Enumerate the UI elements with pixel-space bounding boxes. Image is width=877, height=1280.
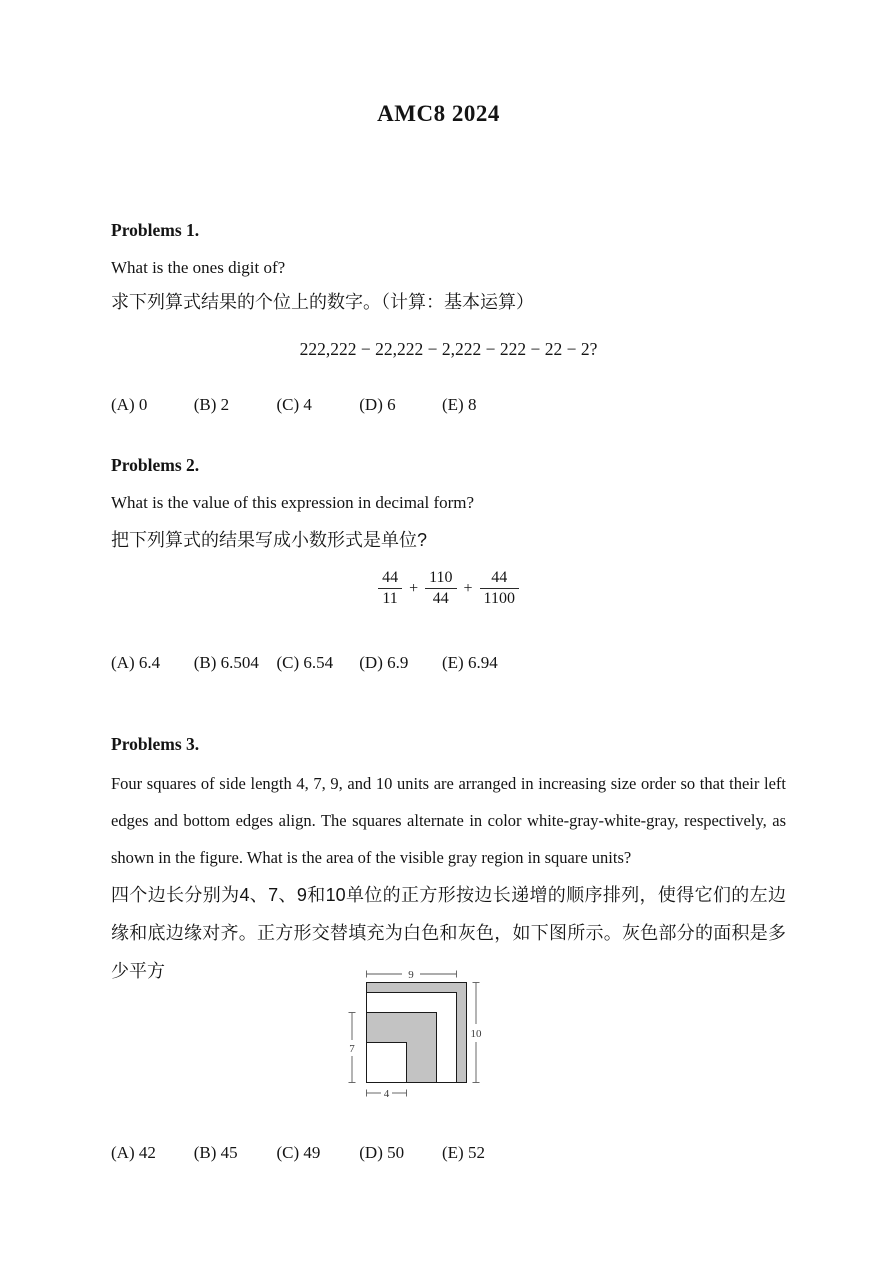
plus-operator: + — [463, 579, 473, 597]
choice-e: (E) 52 — [442, 1143, 485, 1162]
problem-2-expression — [111, 566, 786, 609]
fraction-1-denominator: 11 — [382, 590, 398, 608]
choice-d: (D) 50 — [359, 1143, 405, 1162]
dim-label-right: 10 — [470, 1028, 482, 1040]
fraction-3 — [480, 569, 519, 609]
fraction-2-denominator: 44 — [432, 590, 449, 608]
plus-operator: + — [409, 579, 419, 597]
choice-a: (A) 6.4 — [111, 653, 161, 672]
problem-1-question-zh: 求下列算式结果的个位上的数字。（计算：基本运算） — [111, 292, 534, 312]
problem-2-heading: Problems 2. — [111, 455, 200, 475]
fraction-1 — [378, 569, 402, 609]
choice-c: (C) 4 — [276, 395, 312, 414]
choice-b: (B) 6.504 — [193, 653, 259, 672]
dim-label-bottom: 4 — [383, 1088, 390, 1100]
problem-1-choices — [111, 395, 786, 415]
problem-3-question-en: Four squares of side length 4, 7, 9, and 10 units are arranged in increasing size order so that their left edges and bottom edges align. The squares alternate in color white-gray-white-gray, respectively, as shown in the figure. What is the area of the visible gray region in square units? — [111, 774, 786, 867]
choice-d: (D) 6 — [359, 395, 396, 414]
square-4-white — [367, 1043, 407, 1083]
nested-squares-diagram — [338, 966, 506, 1116]
problem-1-question-en: What is the ones digit of? — [111, 258, 286, 277]
problem-3-choices — [111, 1143, 786, 1163]
choice-d: (D) 6.9 — [359, 653, 409, 672]
problem-2-question-en: What is the value of this expression in decimal form? — [111, 493, 475, 512]
choice-c: (C) 6.54 — [276, 653, 334, 672]
choice-e: (E) 8 — [442, 395, 477, 414]
page-title: AMC8 2024 — [377, 101, 500, 126]
problem-3-heading: Problems 3. — [111, 734, 200, 754]
fraction-3-numerator: 44 — [480, 569, 519, 589]
fraction-2-numerator: 110 — [425, 569, 456, 589]
problem-3-question-zh: 四个边长分别为4、7、9和10单位的正方形按边长递增的顺序排列，使得它们的左边缘和底边缘对齐。正方形交替填充为白色和灰色，如下图所示。灰色部分的面积是多少平方 — [111, 885, 786, 981]
choice-b: (B) 45 — [193, 1143, 238, 1162]
problem-1-expression: 222,222 − 22,222 − 2,222 − 222 − 22 − 2? — [299, 339, 598, 359]
choice-c: (C) 49 — [276, 1143, 321, 1162]
choice-a: (A) 42 — [111, 1143, 156, 1162]
fraction-3-denominator: 1100 — [483, 590, 515, 608]
dim-label-left: 7 — [349, 1043, 355, 1055]
dim-label-top: 9 — [408, 969, 414, 981]
problem-2-choices — [111, 653, 786, 673]
fraction-2 — [425, 569, 456, 609]
squares-figure — [338, 966, 506, 1121]
problem-1-heading: Problems 1. — [111, 220, 200, 240]
fraction-1-numerator: 44 — [378, 569, 402, 589]
choice-b: (B) 2 — [193, 395, 230, 414]
choice-a: (A) 0 — [111, 395, 148, 414]
problem-2-question-zh: 把下列算式的结果写成小数形式是单位? — [111, 530, 428, 550]
choice-e: (E) 6.94 — [442, 653, 498, 672]
